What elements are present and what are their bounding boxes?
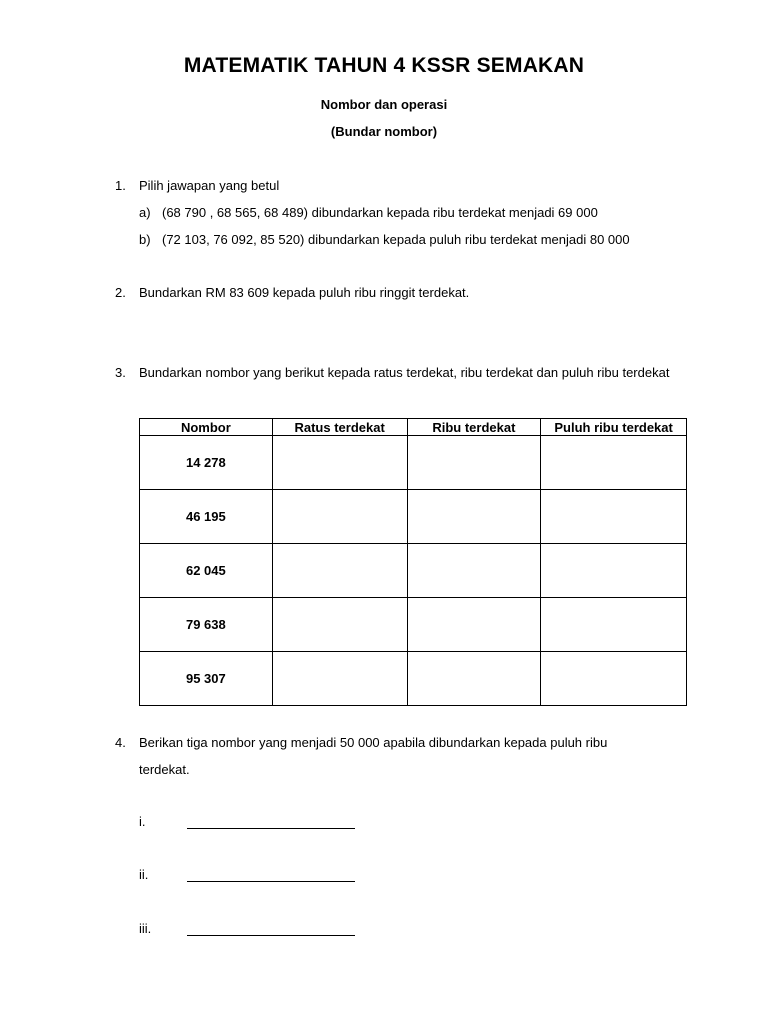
answer-blank-line[interactable] (187, 935, 355, 936)
answer-cell-ratus[interactable] (272, 544, 407, 598)
answer-cell-ratus[interactable] (272, 490, 407, 544)
answer-cell-ratus[interactable] (272, 436, 407, 490)
question-1a-label: a) (139, 205, 151, 220)
question-4-text: Berikan tiga nombor yang menjadi 50 000 apabila dibundarkan kepada puluh ribu (139, 735, 608, 750)
question-4-number: 4. (115, 735, 126, 750)
topic-subtitle: Nombor dan operasi (320, 97, 448, 112)
table-row (140, 490, 687, 544)
answer-cell-ribu[interactable] (407, 436, 541, 490)
answer-cell-ribu[interactable] (407, 490, 541, 544)
answer-item-label: ii. (139, 867, 149, 882)
answer-cell-ratus[interactable] (272, 652, 407, 706)
column-header-nombor: Nombor (140, 419, 273, 436)
table-header-row (140, 419, 687, 436)
question-1a-text: (68 790 , 68 565, 68 489) dibundarkan kepada ribu terdekat menjadi 69 000 (162, 205, 598, 220)
worksheet-title: MATEMATIK TAHUN 4 KSSR SEMAKAN (183, 54, 585, 77)
question-1b-label: b) (139, 232, 151, 247)
question-4-text-continued: terdekat. (139, 762, 190, 777)
answer-cell-puluh-ribu[interactable] (541, 490, 687, 544)
question-1b-text: (72 103, 76 092, 85 520) dibundarkan kepada puluh ribu terdekat menjadi 80 000 (162, 232, 630, 247)
table-row (140, 544, 687, 598)
column-header-ribu: Ribu terdekat (407, 419, 541, 436)
table-row (140, 598, 687, 652)
answer-cell-puluh-ribu[interactable] (541, 652, 687, 706)
table-row (140, 436, 687, 490)
answer-item-label: iii. (139, 921, 152, 936)
question-1-number: 1. (115, 178, 126, 193)
answer-cell-ratus[interactable] (272, 598, 407, 652)
answer-cell-ribu[interactable] (407, 598, 541, 652)
answer-cell-ribu[interactable] (407, 544, 541, 598)
answer-cell-puluh-ribu[interactable] (541, 598, 687, 652)
number-cell: 95 307 (140, 652, 273, 706)
question-2-number: 2. (115, 285, 126, 300)
table-row (140, 652, 687, 706)
answer-blank-line[interactable] (187, 881, 355, 882)
number-cell: 79 638 (140, 598, 273, 652)
number-cell: 46 195 (140, 490, 273, 544)
number-cell: 14 278 (140, 436, 273, 490)
answer-cell-puluh-ribu[interactable] (541, 436, 687, 490)
column-header-ratus: Ratus terdekat (272, 419, 407, 436)
question-3-text: Bundarkan nombor yang berikut kepada ratus terdekat, ribu terdekat dan puluh ribu terdekat (139, 365, 670, 380)
question-3-number: 3. (115, 365, 126, 380)
answer-item-label: i. (139, 814, 146, 829)
question-2-text: Bundarkan RM 83 609 kepada puluh ribu ringgit terdekat. (139, 285, 470, 300)
answer-cell-puluh-ribu[interactable] (541, 544, 687, 598)
number-cell: 62 045 (140, 544, 273, 598)
rounding-table (139, 418, 687, 706)
answer-blank-line[interactable] (187, 828, 355, 829)
column-header-puluh-ribu: Puluh ribu terdekat (541, 419, 687, 436)
question-1-text: Pilih jawapan yang betul (139, 178, 280, 193)
subtopic-subtitle: (Bundar nombor) (330, 124, 438, 139)
answer-cell-ribu[interactable] (407, 652, 541, 706)
